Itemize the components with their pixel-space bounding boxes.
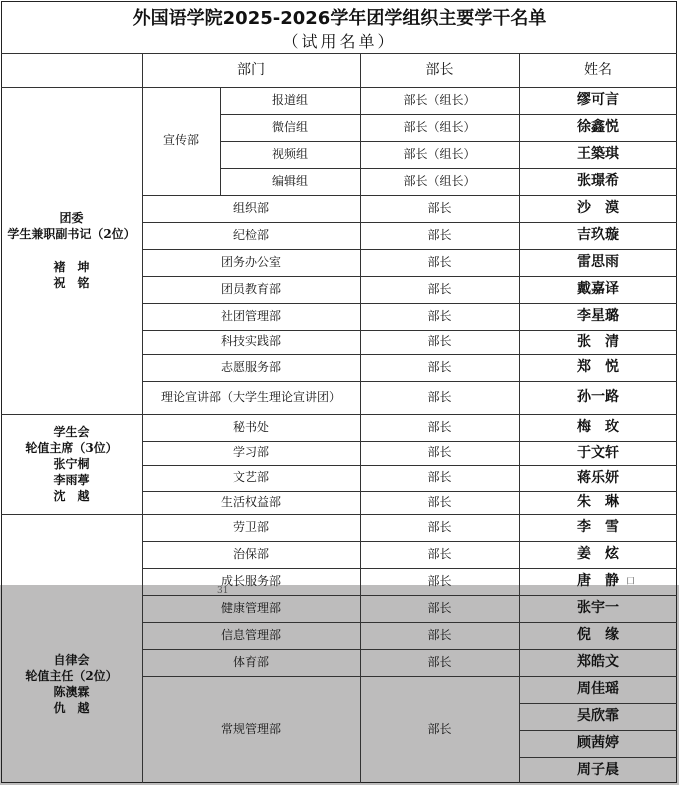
row-role-21: 部长 bbox=[427, 654, 452, 669]
row-name-18: 唐 静 bbox=[577, 573, 619, 590]
row-name-19: 张宇一 bbox=[577, 600, 619, 617]
row-role-6: 部长 bbox=[427, 254, 452, 269]
group-label-2: 自律会 轮值主任（2位） 陈澳霖 仇 越 bbox=[25, 652, 118, 716]
row-dept-3: 编辑组 bbox=[271, 173, 308, 188]
role-changgui: 部长 bbox=[427, 721, 452, 736]
row-name-10: 郑 悦 bbox=[577, 359, 619, 376]
group-label-0: 团委 学生兼职副书记（2位） 褚 坤 祝 铭 bbox=[7, 211, 136, 290]
row-role-20: 部长 bbox=[427, 627, 452, 642]
row-dept-9: 科技实践部 bbox=[220, 334, 281, 349]
row-dept-13: 学习部 bbox=[232, 445, 269, 460]
row-dept-8: 社团管理部 bbox=[220, 308, 281, 323]
row-dept-1: 微信组 bbox=[271, 119, 308, 134]
row-name-2: 王築琪 bbox=[577, 146, 619, 163]
row-dept-10: 志愿服务部 bbox=[220, 359, 281, 374]
row-name-16: 李 雪 bbox=[577, 519, 619, 536]
page-title: 外国语学院2025-2026学年团学组织主要学干名单 bbox=[132, 8, 547, 29]
row-role-11: 部长 bbox=[427, 389, 452, 404]
row-role-0: 部长（组长） bbox=[403, 92, 476, 107]
header-name: 姓名 bbox=[584, 61, 612, 78]
changgui-name-1: 吴欣霏 bbox=[577, 708, 619, 725]
row-dept-21: 体育部 bbox=[232, 654, 269, 669]
dept-changgui: 常规管理部 bbox=[220, 721, 281, 736]
row-role-10: 部长 bbox=[427, 359, 452, 374]
dept-xuanchuan: 宣传部 bbox=[162, 133, 199, 148]
row-name-3: 张璟希 bbox=[577, 173, 619, 190]
row-dept-15: 生活权益部 bbox=[220, 494, 281, 509]
row-role-2: 部长（组长） bbox=[403, 146, 476, 161]
changgui-name-3: 周子晨 bbox=[577, 761, 619, 778]
row-name-14: 蒋乐妍 bbox=[577, 469, 619, 486]
stray-mark-right: 口 bbox=[626, 577, 636, 587]
row-dept-4: 组织部 bbox=[232, 200, 269, 215]
stray-mark-left: 31 bbox=[217, 586, 229, 596]
row-name-1: 徐鑫悦 bbox=[577, 119, 619, 136]
row-dept-11: 理论宣讲部（大学生理论宣讲团） bbox=[160, 389, 341, 404]
row-role-14: 部长 bbox=[427, 470, 452, 485]
row-name-13: 于文轩 bbox=[577, 444, 619, 461]
group-label-1: 学生会 轮值主席（3位） 张宁桐 李雨葶 沈 越 bbox=[25, 424, 118, 504]
row-name-12: 梅 玫 bbox=[577, 419, 619, 436]
row-dept-5: 纪检部 bbox=[232, 227, 269, 242]
row-dept-16: 劳卫部 bbox=[232, 519, 269, 534]
row-role-18: 部长 bbox=[427, 573, 452, 588]
row-dept-19: 健康管理部 bbox=[220, 600, 281, 615]
row-role-4: 部长 bbox=[427, 200, 452, 215]
row-role-19: 部长 bbox=[427, 600, 452, 615]
row-role-5: 部长 bbox=[427, 227, 452, 242]
row-role-7: 部长 bbox=[427, 281, 452, 296]
header-role: 部长 bbox=[425, 61, 454, 78]
row-name-17: 姜 炫 bbox=[577, 546, 619, 563]
row-name-21: 郑皓文 bbox=[577, 654, 619, 671]
row-role-17: 部长 bbox=[427, 546, 452, 561]
row-name-15: 朱 琳 bbox=[577, 494, 619, 511]
changgui-name-0: 周佳瑶 bbox=[577, 681, 619, 698]
page-subtitle: （试用名单） bbox=[282, 32, 397, 51]
row-role-12: 部长 bbox=[427, 419, 452, 434]
row-name-8: 李星璐 bbox=[577, 308, 619, 325]
header-dept: 部门 bbox=[237, 61, 265, 78]
row-role-3: 部长（组长） bbox=[403, 173, 476, 188]
row-role-1: 部长（组长） bbox=[403, 119, 476, 134]
row-dept-17: 治保部 bbox=[232, 546, 269, 561]
row-dept-6: 团务办公室 bbox=[220, 254, 281, 269]
row-name-7: 戴嘉译 bbox=[577, 281, 619, 298]
row-role-16: 部长 bbox=[427, 519, 452, 534]
row-name-20: 倪 缘 bbox=[577, 627, 619, 644]
changgui-name-2: 顾茜婷 bbox=[577, 735, 619, 752]
row-dept-7: 团员教育部 bbox=[220, 281, 281, 296]
row-name-4: 沙 漠 bbox=[577, 200, 619, 217]
row-name-5: 吉玖璇 bbox=[577, 227, 619, 244]
row-dept-14: 文艺部 bbox=[232, 470, 269, 485]
row-name-0: 缪可言 bbox=[577, 92, 619, 109]
row-dept-2: 视频组 bbox=[271, 146, 308, 161]
row-dept-20: 信息管理部 bbox=[220, 627, 281, 642]
row-name-9: 张 清 bbox=[577, 333, 619, 350]
row-dept-18: 成长服务部 bbox=[220, 573, 281, 588]
row-name-11: 孙一路 bbox=[577, 389, 619, 406]
group-border-2 bbox=[1, 514, 142, 515]
row-role-15: 部长 bbox=[427, 494, 452, 509]
row-dept-12: 秘书处 bbox=[232, 419, 269, 434]
row-dept-0: 报道组 bbox=[271, 92, 308, 107]
row-role-13: 部长 bbox=[427, 445, 452, 460]
row-role-9: 部长 bbox=[427, 334, 452, 349]
row-role-8: 部长 bbox=[427, 308, 452, 323]
row-name-6: 雷思雨 bbox=[577, 254, 619, 271]
